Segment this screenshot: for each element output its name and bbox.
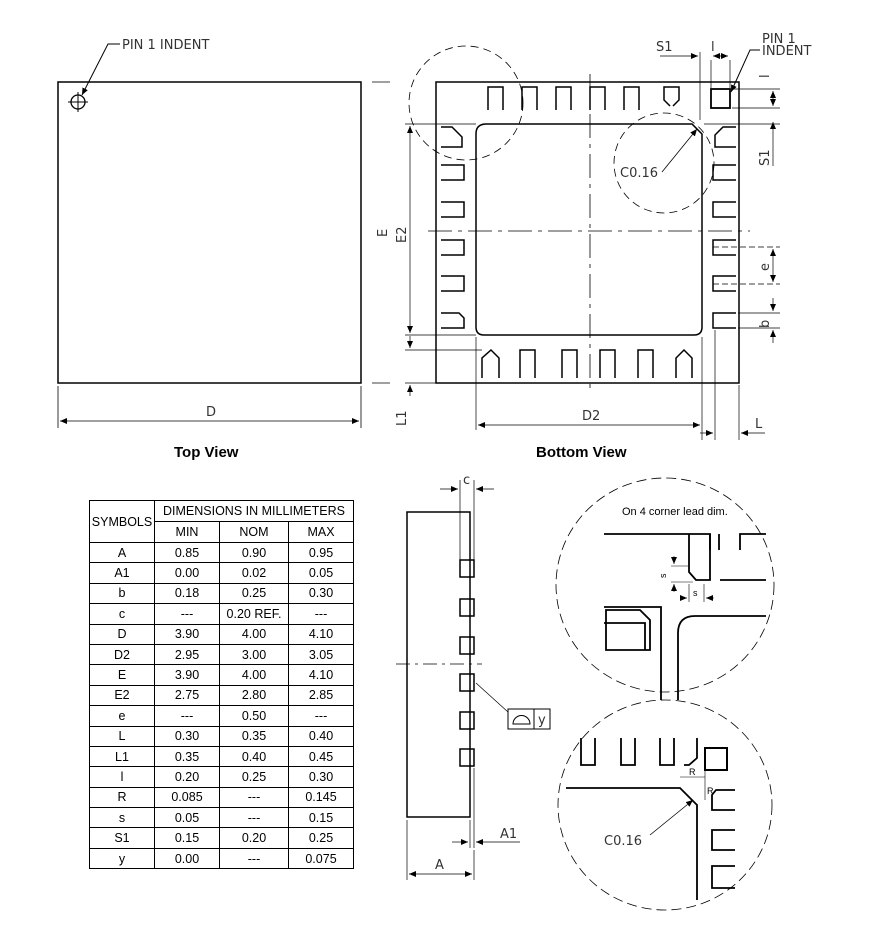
cell-max: 3.05 xyxy=(289,644,354,664)
l1-label: L1 xyxy=(395,410,410,426)
chamfer-label: C0.16 xyxy=(620,166,659,181)
pin1-leader xyxy=(82,44,120,95)
side-view-body xyxy=(407,512,470,817)
table-row xyxy=(90,583,354,603)
detail-upper xyxy=(556,478,774,700)
table-row xyxy=(90,563,354,583)
cell-min: 0.00 xyxy=(155,848,220,868)
cell-max: 4.10 xyxy=(289,665,354,685)
exposed-pad xyxy=(476,124,702,335)
e2-label: E2 xyxy=(395,226,410,243)
dimension-table xyxy=(89,500,354,869)
table-row xyxy=(90,787,354,807)
cell-nom: 0.25 xyxy=(220,583,289,603)
s-horizontal-label: s xyxy=(693,588,698,598)
l-label: L xyxy=(755,417,763,432)
cell-max: 0.30 xyxy=(289,583,354,603)
corner-detail-circle-right xyxy=(614,113,714,213)
bottom-view xyxy=(372,32,812,440)
header-nom: NOM xyxy=(220,522,289,543)
cell-nom: 0.02 xyxy=(220,563,289,583)
cell-max: 0.45 xyxy=(289,746,354,766)
s1-top-label: S1 xyxy=(656,40,673,55)
right-leads xyxy=(713,127,736,328)
table-row xyxy=(90,624,354,644)
detail-chamfer-label: C0.16 xyxy=(604,834,643,849)
cell-min: 2.95 xyxy=(155,644,220,664)
a1-label: A1 xyxy=(500,827,518,842)
cell-symbol: D2 xyxy=(90,644,155,664)
cell-symbol: S1 xyxy=(90,828,155,848)
cell-symbol: A xyxy=(90,543,155,563)
cell-min: 2.75 xyxy=(155,685,220,705)
cell-symbol: R xyxy=(90,787,155,807)
cell-nom: 2.80 xyxy=(220,685,289,705)
cell-max: 0.30 xyxy=(289,767,354,787)
cell-max: --- xyxy=(289,706,354,726)
cell-symbol: L1 xyxy=(90,746,155,766)
header-min: MIN xyxy=(155,522,220,543)
top-view xyxy=(58,38,361,428)
cell-nom: --- xyxy=(220,848,289,868)
pin1-indent-label-line1: PIN 1 xyxy=(762,32,796,47)
cell-min: --- xyxy=(155,706,220,726)
cell-nom: 0.40 xyxy=(220,746,289,766)
cell-min: 3.90 xyxy=(155,665,220,685)
header-symbols: SYMBOLS xyxy=(90,501,155,543)
table-row xyxy=(90,767,354,787)
detail-lower-circle xyxy=(558,700,772,910)
s-vertical-label: s xyxy=(658,573,668,578)
cell-nom: 0.90 xyxy=(220,543,289,563)
s1-right-label: S1 xyxy=(758,149,773,166)
cell-min: 0.085 xyxy=(155,787,220,807)
side-view xyxy=(396,473,550,880)
cell-min: 0.20 xyxy=(155,767,220,787)
corner-detail-circle-left xyxy=(409,46,523,160)
cell-symbol: L xyxy=(90,726,155,746)
r2-label: R xyxy=(707,786,714,796)
cell-max: 0.40 xyxy=(289,726,354,746)
cell-symbol: A1 xyxy=(90,563,155,583)
cell-nom: 4.00 xyxy=(220,624,289,644)
cell-nom: 0.20 REF. xyxy=(220,604,289,624)
r1-label: R xyxy=(689,767,696,777)
e-mark-label: E xyxy=(376,228,391,237)
bottom-view-caption: Bottom View xyxy=(536,444,627,461)
cell-max: 0.95 xyxy=(289,543,354,563)
pin1-indent-label: PIN 1 INDENT xyxy=(122,38,210,53)
cell-min: 0.85 xyxy=(155,543,220,563)
detail-lower xyxy=(558,700,772,910)
cell-max: --- xyxy=(289,604,354,624)
cell-max: 0.25 xyxy=(289,828,354,848)
cell-nom: 3.00 xyxy=(220,644,289,664)
cell-min: 0.15 xyxy=(155,828,220,848)
cell-max: 2.85 xyxy=(289,685,354,705)
detail-pin1-square xyxy=(705,748,727,770)
b-label: b xyxy=(758,319,773,328)
cell-symbol: s xyxy=(90,808,155,828)
cell-symbol: E xyxy=(90,665,155,685)
cell-symbol: c xyxy=(90,604,155,624)
top-view-body xyxy=(58,82,361,383)
cell-nom: 0.20 xyxy=(220,828,289,848)
table-row xyxy=(90,685,354,705)
table-row xyxy=(90,543,354,563)
header-dimensions: DIMENSIONS IN MILLIMETERS xyxy=(155,501,354,522)
table-row xyxy=(90,746,354,766)
top-leads xyxy=(488,87,730,110)
pin1-indent-label-line2: INDENT xyxy=(762,44,812,59)
cell-symbol: l xyxy=(90,767,155,787)
cell-min: 0.35 xyxy=(155,746,220,766)
cell-min: 0.18 xyxy=(155,583,220,603)
cell-min: 0.00 xyxy=(155,563,220,583)
cell-nom: 0.50 xyxy=(220,706,289,726)
cell-nom: 4.00 xyxy=(220,665,289,685)
side-leads xyxy=(460,560,474,766)
cell-max: 0.145 xyxy=(289,787,354,807)
pin1-square-lead xyxy=(711,89,730,108)
cell-symbol: y xyxy=(90,848,155,868)
cell-nom: 0.25 xyxy=(220,767,289,787)
bottom-leads xyxy=(482,350,692,378)
cell-symbol: e xyxy=(90,706,155,726)
header-max: MAX xyxy=(289,522,354,543)
cell-nom: --- xyxy=(220,787,289,807)
cell-nom: 0.35 xyxy=(220,726,289,746)
table-row xyxy=(90,848,354,868)
cell-min: 3.90 xyxy=(155,624,220,644)
top-view-caption: Top View xyxy=(174,444,239,461)
flatness-label: y xyxy=(538,713,546,728)
left-leads xyxy=(441,127,464,328)
dim-d-label: D xyxy=(206,405,217,420)
cell-symbol: b xyxy=(90,583,155,603)
e-pitch-label: e xyxy=(758,263,773,271)
table-row xyxy=(90,644,354,664)
cell-max: 0.05 xyxy=(289,563,354,583)
cell-min: 0.30 xyxy=(155,726,220,746)
l-right-label: l xyxy=(758,74,773,78)
cell-max: 0.15 xyxy=(289,808,354,828)
a-label: A xyxy=(435,858,444,873)
cell-max: 0.075 xyxy=(289,848,354,868)
l-top-label: l xyxy=(711,40,715,55)
table-row xyxy=(90,808,354,828)
table-row xyxy=(90,706,354,726)
table-row xyxy=(90,665,354,685)
detail-note: On 4 corner lead dim. xyxy=(622,506,728,518)
table-row xyxy=(90,828,354,848)
pin1-indent-mark xyxy=(68,92,88,112)
cell-symbol: E2 xyxy=(90,685,155,705)
c-label: c xyxy=(463,473,471,488)
table-row xyxy=(90,604,354,624)
cell-min: 0.05 xyxy=(155,808,220,828)
d2-label: D2 xyxy=(582,409,601,424)
bottom-view-body xyxy=(436,82,739,383)
cell-max: 4.10 xyxy=(289,624,354,644)
table-row xyxy=(90,726,354,746)
cell-nom: --- xyxy=(220,808,289,828)
flatness-symbol xyxy=(513,716,530,725)
cell-symbol: D xyxy=(90,624,155,644)
cell-min: --- xyxy=(155,604,220,624)
